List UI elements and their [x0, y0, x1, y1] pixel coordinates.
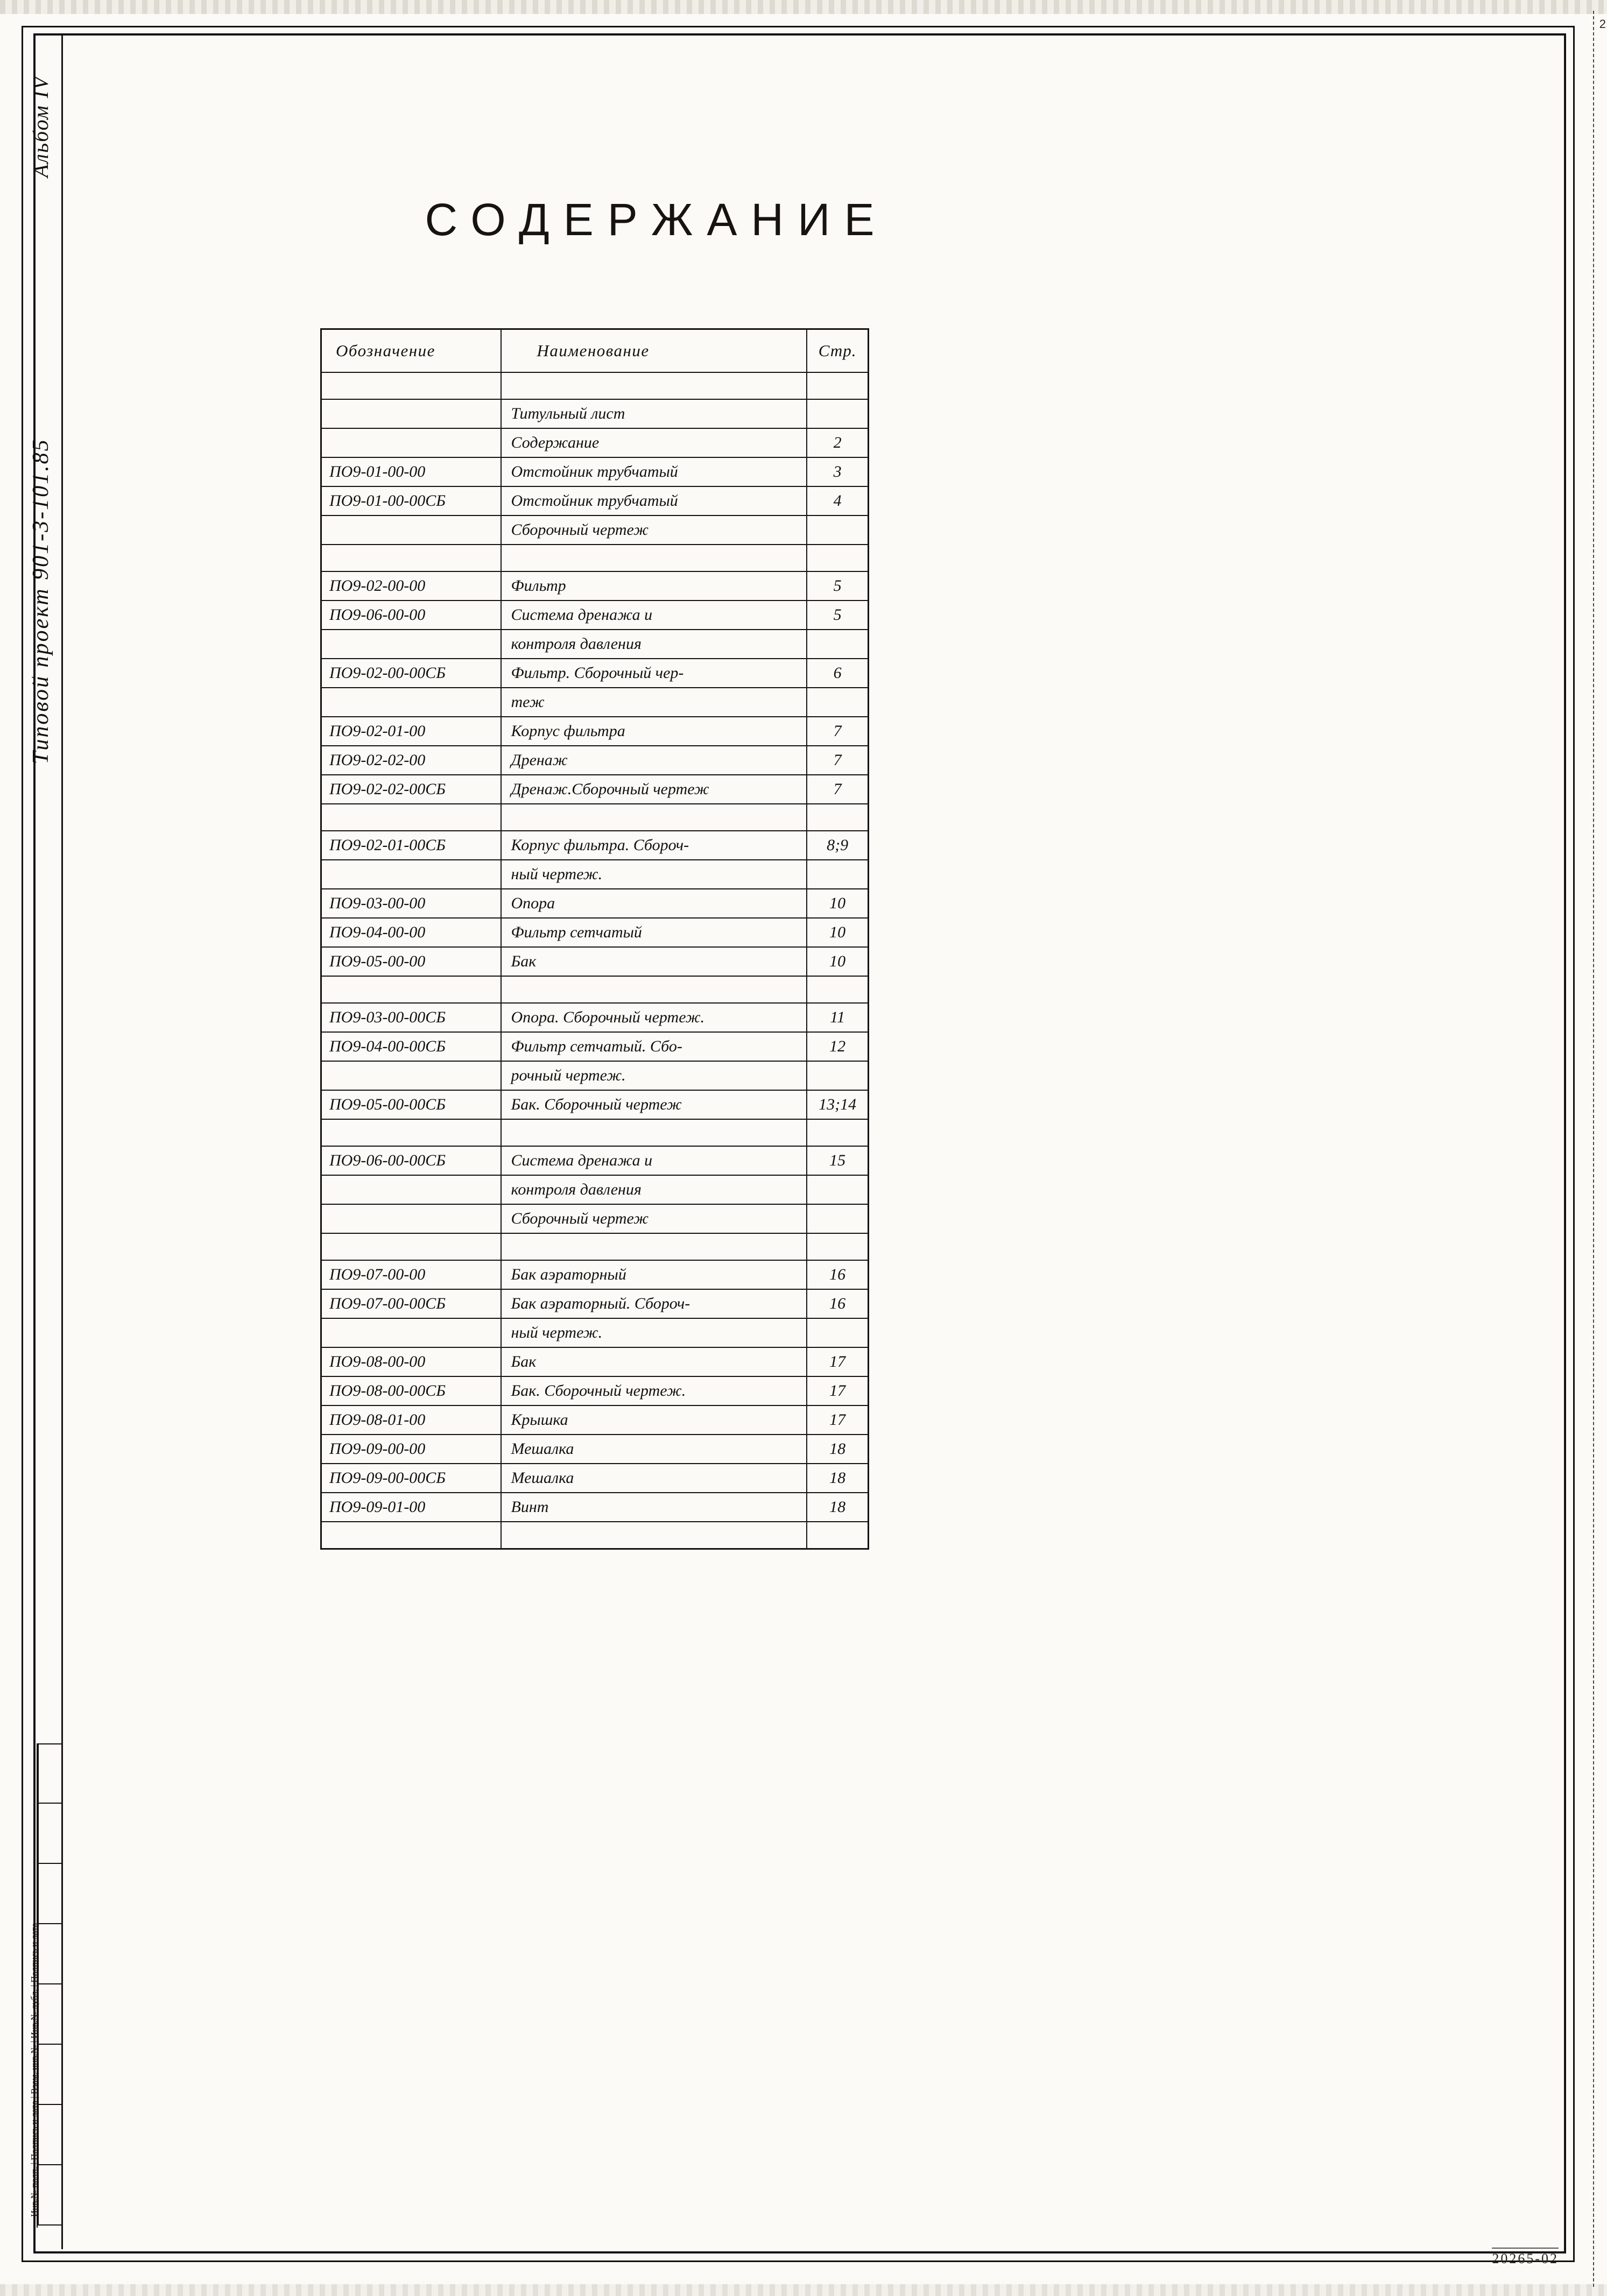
table-row — [321, 976, 869, 1003]
sheet-stamp: 20265-02 — [1492, 2248, 1559, 2267]
revision-row — [38, 1924, 62, 1984]
revision-row — [38, 2045, 62, 2105]
table-row — [321, 746, 869, 775]
table-header-row — [321, 329, 869, 373]
cell-designation: ПО9-05-00-00 — [321, 947, 501, 976]
cell-name — [501, 1233, 807, 1260]
cell-designation — [321, 1204, 501, 1233]
cell-designation: ПО9-06-00-00 — [321, 601, 501, 630]
table-row — [321, 486, 869, 515]
cell-designation: ПО9-02-00-00СБ — [321, 659, 501, 688]
table-row — [321, 515, 869, 545]
cell-page: 18 — [807, 1435, 868, 1464]
cell-name: Фильтр — [501, 571, 807, 601]
cell-name: Система дренажа и — [501, 601, 807, 630]
cell-page: 7 — [807, 717, 868, 746]
cell-name: Опора. Сборочный чертеж. — [501, 1003, 807, 1032]
cell-page — [807, 1204, 868, 1233]
table-row — [321, 1119, 869, 1146]
table-row — [321, 775, 869, 804]
cell-page — [807, 1233, 868, 1260]
table-row — [321, 372, 869, 399]
table-row — [321, 1146, 869, 1175]
table-row — [321, 428, 869, 457]
cell-page: 5 — [807, 571, 868, 601]
cell-name: Отстойник трубчатый — [501, 457, 807, 486]
paper-edge-bottom — [0, 2284, 1607, 2296]
revision-row — [38, 1743, 62, 1804]
cell-designation — [321, 428, 501, 457]
cell-name: рочный чертеж. — [501, 1061, 807, 1090]
cell-page: 17 — [807, 1376, 868, 1405]
table-row — [321, 1175, 869, 1204]
cell-name: Сборочный чертеж — [501, 1204, 807, 1233]
cell-name — [501, 372, 807, 399]
table-row — [321, 918, 869, 947]
table-row — [321, 1260, 869, 1289]
table-row — [321, 831, 869, 860]
cell-page — [807, 545, 868, 571]
cell-name: Титульный лист — [501, 399, 807, 428]
cell-designation — [321, 1318, 501, 1347]
cell-name: ный чертеж. — [501, 1318, 807, 1347]
paper-edge-top — [0, 0, 1607, 14]
table-row — [321, 1435, 869, 1464]
cell-name: Винт — [501, 1493, 807, 1522]
cell-designation: ПО9-02-01-00 — [321, 717, 501, 746]
cell-page — [807, 372, 868, 399]
cell-name: Фильтр. Сборочный чер- — [501, 659, 807, 688]
cell-name: ный чертеж. — [501, 860, 807, 889]
cell-designation: ПО9-01-00-00СБ — [321, 486, 501, 515]
sheet-number: 2 — [1599, 17, 1606, 31]
cell-page — [807, 860, 868, 889]
cell-page — [807, 1318, 868, 1347]
project-label: Типовой проект 901-3-101.85 — [29, 438, 53, 764]
cell-designation — [321, 860, 501, 889]
cell-page: 10 — [807, 918, 868, 947]
cell-page: 2 — [807, 428, 868, 457]
cell-page: 7 — [807, 746, 868, 775]
contents-table-body — [321, 329, 869, 1549]
cell-name: Бак. Сборочный чертеж — [501, 1090, 807, 1119]
contents-table — [320, 328, 869, 1550]
revision-row — [38, 1984, 62, 2045]
cell-page — [807, 1061, 868, 1090]
cell-name: Корпус фильтра. Сбороч- — [501, 831, 807, 860]
cell-designation: ПО9-05-00-00СБ — [321, 1090, 501, 1119]
table-row — [321, 545, 869, 571]
cell-designation — [321, 399, 501, 428]
table-row — [321, 688, 869, 717]
cell-page: 13;14 — [807, 1090, 868, 1119]
cell-page: 18 — [807, 1493, 868, 1522]
cell-designation: ПО9-03-00-00СБ — [321, 1003, 501, 1032]
cell-page: 3 — [807, 457, 868, 486]
cell-name: Опора — [501, 889, 807, 918]
cell-designation: ПО9-01-00-00 — [321, 457, 501, 486]
cell-designation: ПО9-07-00-00 — [321, 1260, 501, 1289]
cell-designation — [321, 372, 501, 399]
cell-page — [807, 804, 868, 831]
revision-block — [13, 1743, 62, 2228]
cell-page: 6 — [807, 659, 868, 688]
cell-designation: ПО9-08-00-00 — [321, 1347, 501, 1376]
table-row — [321, 1003, 869, 1032]
cell-designation — [321, 976, 501, 1003]
cell-name — [501, 976, 807, 1003]
table-row — [321, 1347, 869, 1376]
table-row — [321, 1032, 869, 1061]
cell-name: Содержание — [501, 428, 807, 457]
table-row — [321, 947, 869, 976]
cell-designation — [321, 1233, 501, 1260]
table-row — [321, 1090, 869, 1119]
table-row — [321, 1376, 869, 1405]
cell-page: 12 — [807, 1032, 868, 1061]
cell-page: 5 — [807, 601, 868, 630]
cell-designation: ПО9-08-01-00 — [321, 1405, 501, 1435]
cell-name: Фильтр сетчатый — [501, 918, 807, 947]
revision-row — [38, 2105, 62, 2165]
table-row — [321, 1233, 869, 1260]
table-row — [321, 717, 869, 746]
cell-name: Бак. Сборочный чертеж. — [501, 1376, 807, 1405]
cell-name: Фильтр сетчатый. Сбо- — [501, 1032, 807, 1061]
cell-page — [807, 515, 868, 545]
cell-page: 15 — [807, 1146, 868, 1175]
cell-designation: ПО9-09-01-00 — [321, 1493, 501, 1522]
cell-page: 8;9 — [807, 831, 868, 860]
cell-designation: ПО9-02-02-00СБ — [321, 775, 501, 804]
cell-page — [807, 688, 868, 717]
header-page: Стр. — [807, 329, 868, 373]
cell-designation — [321, 515, 501, 545]
revision-row — [38, 1864, 62, 1924]
revision-block-labels — [13, 1743, 38, 2228]
cell-designation — [321, 545, 501, 571]
table-row — [321, 659, 869, 688]
cell-designation: ПО9-08-00-00СБ — [321, 1376, 501, 1405]
cell-designation: ПО9-06-00-00СБ — [321, 1146, 501, 1175]
cell-designation — [321, 804, 501, 831]
table-row — [321, 571, 869, 601]
table-row — [321, 1204, 869, 1233]
cell-page — [807, 1119, 868, 1146]
cell-page — [807, 630, 868, 659]
table-row — [321, 1493, 869, 1522]
table-row — [321, 630, 869, 659]
table-row — [321, 889, 869, 918]
cell-designation: ПО9-09-00-00СБ — [321, 1464, 501, 1493]
sheet-right-tear-strip — [1593, 11, 1604, 2287]
cell-name: Система дренажа и — [501, 1146, 807, 1175]
revision-rows — [38, 1743, 62, 2228]
cell-designation: ПО9-02-01-00СБ — [321, 831, 501, 860]
table-row — [321, 1061, 869, 1090]
cell-page: 16 — [807, 1289, 868, 1318]
header-name: Наименование — [501, 329, 807, 373]
revision-row — [38, 2165, 62, 2226]
table-row — [321, 804, 869, 831]
cell-page: 11 — [807, 1003, 868, 1032]
cell-designation: ПО9-02-02-00 — [321, 746, 501, 775]
cell-name: контроля давления — [501, 630, 807, 659]
cell-name: Корпус фильтра — [501, 717, 807, 746]
cell-page — [807, 976, 868, 1003]
header-code: Обозначение — [321, 329, 501, 373]
cell-page: 18 — [807, 1464, 868, 1493]
cell-name: Мешалка — [501, 1435, 807, 1464]
table-row — [321, 601, 869, 630]
cell-designation: ПО9-02-00-00 — [321, 571, 501, 601]
table-row — [321, 457, 869, 486]
cell-name: Дренаж.Сборочный чертеж — [501, 775, 807, 804]
cell-page: 7 — [807, 775, 868, 804]
cell-name — [501, 545, 807, 571]
cell-name — [501, 1119, 807, 1146]
cell-name — [501, 1522, 807, 1549]
table-row — [321, 399, 869, 428]
cell-page: 4 — [807, 486, 868, 515]
cell-page: 10 — [807, 889, 868, 918]
cell-designation — [321, 1061, 501, 1090]
cell-page: 17 — [807, 1405, 868, 1435]
table-row — [321, 1318, 869, 1347]
cell-name: Отстойник трубчатый — [501, 486, 807, 515]
revision-vertical-label: Инв.№ подп. | Подпись и дата | Взам. инв.№ | Инв.№ дубл. | Подпись и дата — [29, 1923, 39, 2217]
cell-designation — [321, 688, 501, 717]
cell-designation — [321, 1119, 501, 1146]
table-row — [321, 1464, 869, 1493]
cell-page — [807, 399, 868, 428]
cell-designation: ПО9-04-00-00 — [321, 918, 501, 947]
cell-name: Крышка — [501, 1405, 807, 1435]
cell-designation: ПО9-09-00-00 — [321, 1435, 501, 1464]
cell-page — [807, 1175, 868, 1204]
cell-name: Дренаж — [501, 746, 807, 775]
table-row — [321, 1405, 869, 1435]
cell-name — [501, 804, 807, 831]
cell-name: Бак аэраторный. Сбороч- — [501, 1289, 807, 1318]
cell-name: контроля давления — [501, 1175, 807, 1204]
album-label: Альбом IV — [29, 75, 53, 178]
page-title: СОДЕРЖАНИЕ — [425, 194, 889, 245]
cell-designation — [321, 1175, 501, 1204]
table-row — [321, 1522, 869, 1549]
cell-designation: ПО9-07-00-00СБ — [321, 1289, 501, 1318]
cell-page — [807, 1522, 868, 1549]
cell-name: Бак — [501, 947, 807, 976]
cell-page: 16 — [807, 1260, 868, 1289]
cell-name: Бак аэраторный — [501, 1260, 807, 1289]
cell-page: 17 — [807, 1347, 868, 1376]
table-row — [321, 1289, 869, 1318]
cell-page: 10 — [807, 947, 868, 976]
cell-designation — [321, 1522, 501, 1549]
cell-designation — [321, 630, 501, 659]
revision-row — [38, 1804, 62, 1864]
cell-name: теж — [501, 688, 807, 717]
cell-name: Бак — [501, 1347, 807, 1376]
cell-designation: ПО9-04-00-00СБ — [321, 1032, 501, 1061]
cell-name: Сборочный чертеж — [501, 515, 807, 545]
table-row — [321, 860, 869, 889]
cell-designation: ПО9-03-00-00 — [321, 889, 501, 918]
cell-name: Мешалка — [501, 1464, 807, 1493]
